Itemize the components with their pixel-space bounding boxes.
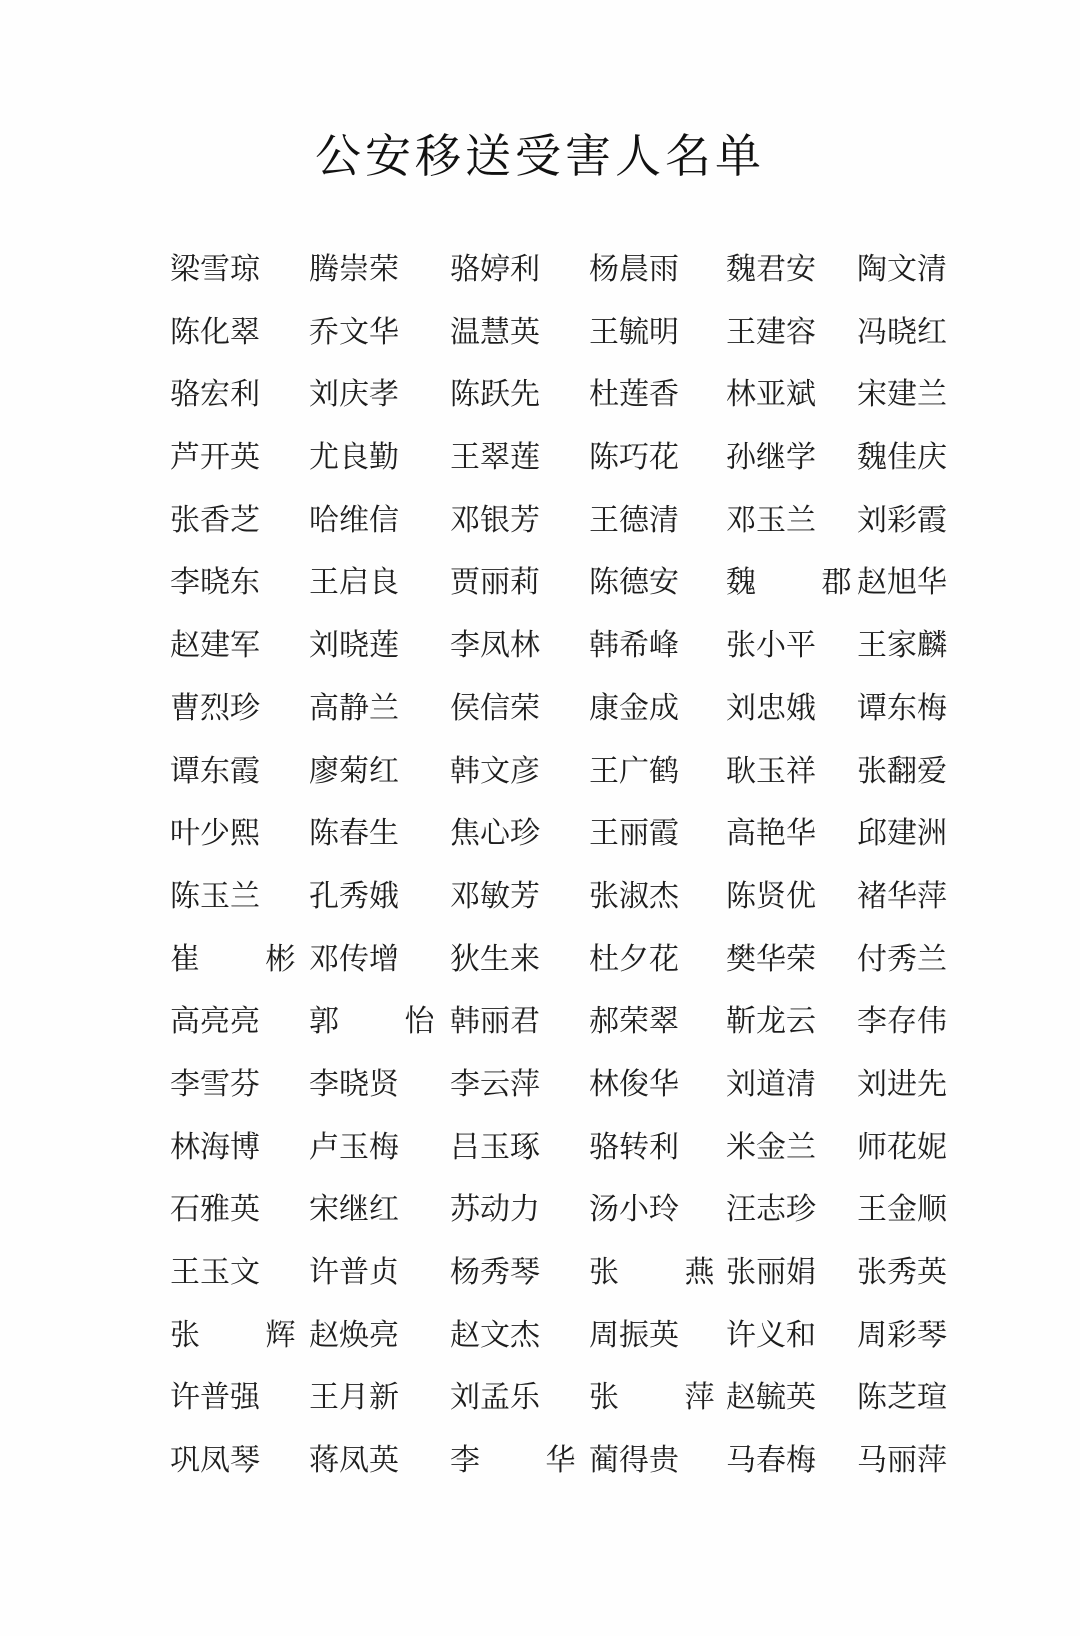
name-cell: 狄生来	[450, 941, 540, 977]
name-cell: 李晓东	[170, 565, 260, 601]
name-cell: 马丽萍	[857, 1443, 947, 1479]
name-cell: 米金兰	[726, 1129, 816, 1165]
name-cell: 李雪芬	[170, 1066, 260, 1102]
name-cell: 马春梅	[726, 1443, 816, 1479]
name-cell: 梁雪琼	[170, 252, 260, 287]
name-cell: 韩丽君	[450, 1004, 540, 1040]
name-cell: 赵建军	[170, 628, 260, 664]
name-cell: 曹烈珍	[170, 690, 260, 726]
name-cell: 高静兰	[309, 690, 399, 726]
name-cell: 王德清	[589, 502, 679, 538]
name-cell: 魏佳庆	[857, 440, 947, 476]
page-title: 公安移送受害人名单	[315, 129, 765, 183]
name-cell: 许义和	[726, 1317, 816, 1353]
name-cell: 邓敏芳	[450, 878, 540, 914]
name-cell: 陈贤优	[726, 878, 816, 914]
name-cell: 张 燕	[589, 1255, 743, 1290]
name-cell: 林俊华	[589, 1066, 679, 1102]
name-cell: 宋继红	[309, 1192, 399, 1228]
name-cell: 刘晓莲	[309, 628, 399, 664]
name-cell: 骆宏利	[170, 377, 260, 413]
name-cell: 褚华萍	[857, 878, 947, 914]
name-cell: 张丽娟	[726, 1255, 816, 1290]
name-cell: 樊华荣	[726, 941, 816, 977]
name-cell: 陈德安	[589, 565, 679, 601]
name-cell: 孙继学	[726, 440, 816, 476]
name-cell: 谭东梅	[857, 690, 947, 726]
name-cell: 冯晓红	[857, 314, 947, 350]
name-cell: 孔秀娥	[309, 878, 399, 914]
name-cell: 康金成	[589, 690, 679, 726]
name-cell: 赵焕亮	[309, 1317, 399, 1353]
name-cell: 张 辉	[170, 1317, 324, 1353]
name-cell: 苏动力	[450, 1192, 540, 1228]
name-cell: 赵文杰	[450, 1317, 540, 1353]
name-cell: 赵旭华	[857, 565, 947, 601]
name-cell: 刘道清	[726, 1066, 816, 1102]
name-cell: 乔文华	[309, 314, 399, 350]
name-cell: 林海博	[170, 1129, 260, 1165]
name-cell: 王月新	[309, 1380, 399, 1416]
name-cell: 刘忠娥	[726, 690, 816, 726]
name-cell: 巩凤琴	[170, 1443, 260, 1479]
name-cell: 汪志珍	[726, 1192, 816, 1228]
name-cell: 周振英	[589, 1317, 679, 1353]
name-cell: 骆婷利	[450, 252, 540, 287]
name-cell: 赵毓英	[726, 1380, 816, 1416]
name-cell: 卢玉梅	[309, 1129, 399, 1165]
name-cell: 韩希峰	[589, 628, 679, 664]
name-cell: 邱建洲	[857, 816, 947, 852]
name-cell: 陶文清	[857, 252, 947, 287]
name-cell: 张翻爱	[857, 753, 947, 789]
name-cell: 刘进先	[857, 1066, 947, 1102]
name-cell: 汤小玲	[589, 1192, 679, 1228]
name-cell: 王建容	[726, 314, 816, 350]
name-cell: 高亮亮	[170, 1004, 260, 1040]
name-cell: 李存伟	[857, 1004, 947, 1040]
name-cell: 林亚斌	[726, 377, 816, 413]
name-cell: 陈跃先	[450, 377, 540, 413]
name-cell: 蔺得贵	[589, 1443, 679, 1479]
name-cell: 魏 郡	[726, 565, 880, 601]
name-cell: 王毓明	[589, 314, 679, 350]
name-cell: 陈春生	[309, 816, 399, 852]
name-cell: 李晓贤	[309, 1066, 399, 1102]
name-cell: 王启良	[309, 565, 399, 601]
name-cell: 焦心珍	[450, 816, 540, 852]
name-cell: 谭东霞	[170, 753, 260, 789]
name-cell: 陈玉兰	[170, 878, 260, 914]
names-grid	[170, 250, 960, 1504]
name-cell: 王丽霞	[589, 816, 679, 852]
name-cell: 郝荣翠	[589, 1004, 679, 1040]
name-cell: 靳龙云	[726, 1004, 816, 1040]
name-cell: 哈维信	[309, 502, 399, 538]
name-cell: 芦开英	[170, 440, 260, 476]
name-cell: 宋建兰	[857, 377, 947, 413]
name-cell: 刘庆孝	[309, 377, 399, 413]
name-cell: 李 华	[450, 1443, 604, 1479]
name-cell: 邓银芳	[450, 502, 540, 538]
name-cell: 尤良勤	[309, 440, 399, 476]
name-cell: 师花妮	[857, 1129, 947, 1165]
name-cell: 韩文彦	[450, 753, 540, 789]
name-cell: 许普贞	[309, 1255, 399, 1290]
name-cell: 廖菊红	[309, 753, 399, 789]
name-cell: 蒋凤英	[309, 1443, 399, 1479]
name-cell: 陈巧花	[589, 440, 679, 476]
name-cell: 李云萍	[450, 1066, 540, 1102]
name-cell: 温慧英	[450, 314, 540, 350]
name-cell: 侯信荣	[450, 690, 540, 726]
name-cell: 杜莲香	[589, 377, 679, 413]
name-cell: 邓玉兰	[726, 502, 816, 538]
name-cell: 张秀英	[857, 1255, 947, 1290]
name-cell: 陈化翠	[170, 314, 260, 350]
name-cell: 付秀兰	[857, 941, 947, 977]
name-cell: 许普强	[170, 1380, 260, 1416]
name-cell: 郭 怡	[309, 1004, 463, 1040]
name-cell: 高艳华	[726, 816, 816, 852]
name-cell: 张香芝	[170, 502, 260, 538]
name-cell: 刘彩霞	[857, 502, 947, 538]
name-cell: 张淑杰	[589, 878, 679, 914]
name-cell: 周彩琴	[857, 1317, 947, 1353]
name-cell: 杜夕花	[589, 941, 679, 977]
name-cell: 杨晨雨	[589, 252, 679, 287]
name-cell: 王翠莲	[450, 440, 540, 476]
name-cell: 吕玉琢	[450, 1129, 540, 1165]
name-cell: 张 萍	[589, 1380, 743, 1416]
name-cell: 腾崇荣	[309, 252, 399, 287]
name-cell: 贾丽莉	[450, 565, 540, 601]
name-cell: 崔 彬	[170, 941, 324, 977]
name-cell: 杨秀琴	[450, 1255, 540, 1290]
name-cell: 石雅英	[170, 1192, 260, 1228]
name-cell: 叶少熙	[170, 816, 260, 852]
name-cell: 魏君安	[726, 252, 816, 287]
name-cell: 张小平	[726, 628, 816, 664]
name-cell: 骆转利	[589, 1129, 679, 1165]
name-cell: 刘孟乐	[450, 1380, 540, 1416]
name-cell: 邓传增	[309, 941, 399, 977]
name-cell: 王家麟	[857, 628, 947, 664]
name-cell: 陈芝瑄	[857, 1380, 947, 1416]
name-cell: 王金顺	[857, 1192, 947, 1228]
name-cell: 王玉文	[170, 1255, 260, 1290]
name-cell: 耿玉祥	[726, 753, 816, 789]
name-cell: 李凤林	[450, 628, 540, 664]
name-cell: 王广鹤	[589, 753, 679, 789]
